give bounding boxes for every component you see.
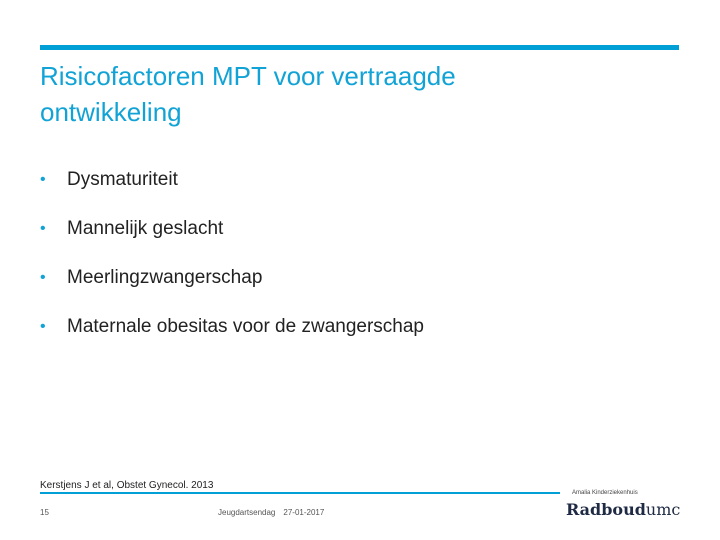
slide-title-line-2: ontwikkeling: [40, 97, 182, 127]
slide-title-line-1: Risicofactoren MPT voor vertraagde: [40, 61, 456, 91]
logo-text-radboud: Radboud: [566, 500, 646, 519]
reference-citation: Kerstjens J et al, Obstet Gynecol. 2013: [40, 480, 214, 491]
top-accent-rule: [40, 45, 679, 50]
bottom-accent-rule: [40, 492, 560, 494]
footer-event-info: [218, 507, 324, 519]
bullet-marker-icon: •: [40, 171, 46, 188]
bullet-marker-icon: •: [40, 318, 46, 335]
bullet-text: Mannelijk geslacht: [67, 218, 224, 239]
logo-text-umc: umc: [645, 500, 681, 519]
bullet-text: Meerlingzwangerschap: [67, 267, 263, 288]
slide-title: [40, 58, 600, 130]
hospital-name: Amalia Kinderziekenhuis: [572, 490, 638, 496]
radboudumc-logo: [566, 499, 688, 521]
bullet-text: Dysmaturiteit: [67, 169, 178, 190]
bullet-text: Maternale obesitas voor de zwangerschap: [67, 316, 424, 337]
footer-event-date: 27-01-2017: [283, 508, 325, 517]
page-number: 15: [40, 508, 49, 517]
bullet-marker-icon: •: [40, 220, 46, 237]
footer-event-name: Jeugdartsendag: [218, 508, 276, 517]
bullet-marker-icon: •: [40, 269, 46, 286]
